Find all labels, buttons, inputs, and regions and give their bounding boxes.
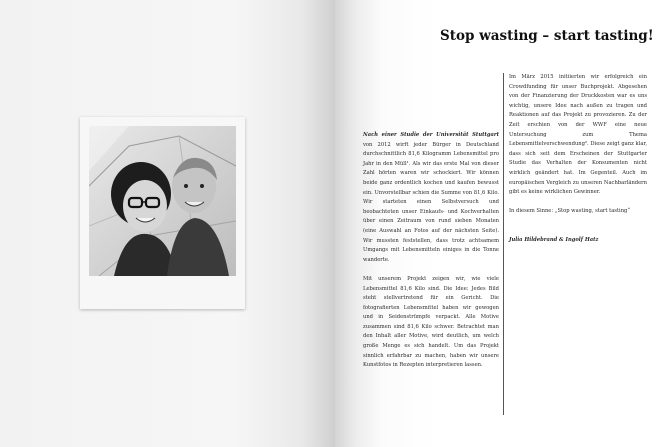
column-divider: [503, 73, 504, 415]
portrait-photo-icon: [89, 126, 236, 276]
lead-in: Nach einer Studie der Universität Stuttgart: [363, 132, 499, 138]
paragraph: Im März 2015 initiierten wir erfolgreich ein Crowdfunding für unser Buchprojekt. Abgesehen von der Finanzierung der Druckkosten war es uns wichtig, unsere Idee nach außen zu tragen und Reaktionen auf das Projekt zu provozieren. Zu der Zeit erschien von der WWF eine neue Untersuchung zum Thema Lebensmittelverschwendung². Diese zeigt ganz klar, dass sich seit dem Erscheinen der Stuttgarter Studie das Verhalten der Konsumenten nicht wirklich geändert hat. Im Gegenteil. Auch im europäischen Vergleich zu unseren Nachbarländern gibt es keine wirklichen Gewinner.: [509, 74, 647, 196]
left-text-column: [363, 131, 499, 380]
paragraph: [363, 131, 499, 265]
paragraph-text: von 2012 wirft jeder Bürger in Deutschland durchschnittlich 81,6 Kilogramm Lebensmittel pro Jahr in den Müll¹. Als wir das erste Mal von dieser Zahl hörten waren wir schockiert. Wir können beide ganz ordentlich kochen und kaufen bewusst ein. Unvorstellbar schien die Summe von 81,6 Kilo. Wir starteten einen Selbstversuch und beobachteten unser Einkaufs- und Kochverhalten über einen Zeitraum von rund sieben Monaten (eine Auswahl an Fotos auf der nächsten Seite). Wir mussten feststellen, dass trotz achtsamem Umgangs mit Lebensmitteln einiges in die Tonne wanderte.: [363, 141, 499, 263]
portrait-photo: [89, 126, 236, 276]
right-text-column: [509, 73, 647, 255]
polaroid-frame: [80, 117, 245, 309]
paragraph: In diesem Sinne: „Stop wasting, start tasting“: [509, 208, 631, 215]
page-title: Stop wasting – start tasting!: [440, 28, 654, 44]
signature: Julia Hildebrand & Ingolf Hatz: [509, 236, 599, 243]
paragraph: Mit unserem Projekt zeigen wir, wie viele Lebensmittel 81,6 Kilo sind. Die Idee: Jedes Bild steht stellvertretend für ein Gericht. Die fotografierten Lebensmittel haben wir gewogen und in Seidenstrümpfe verpackt. Alle Motive zusammen sind 81,6 Kilo schwer. Betrachtet man den Inhalt aller Motive, wird deutlich, um welch große Menge es sich handelt. Um das Projekt sinnlich erfahrbar zu machen, haben wir unsere Kunstfotos in Rezepten interpretieren lassen.: [363, 275, 499, 369]
